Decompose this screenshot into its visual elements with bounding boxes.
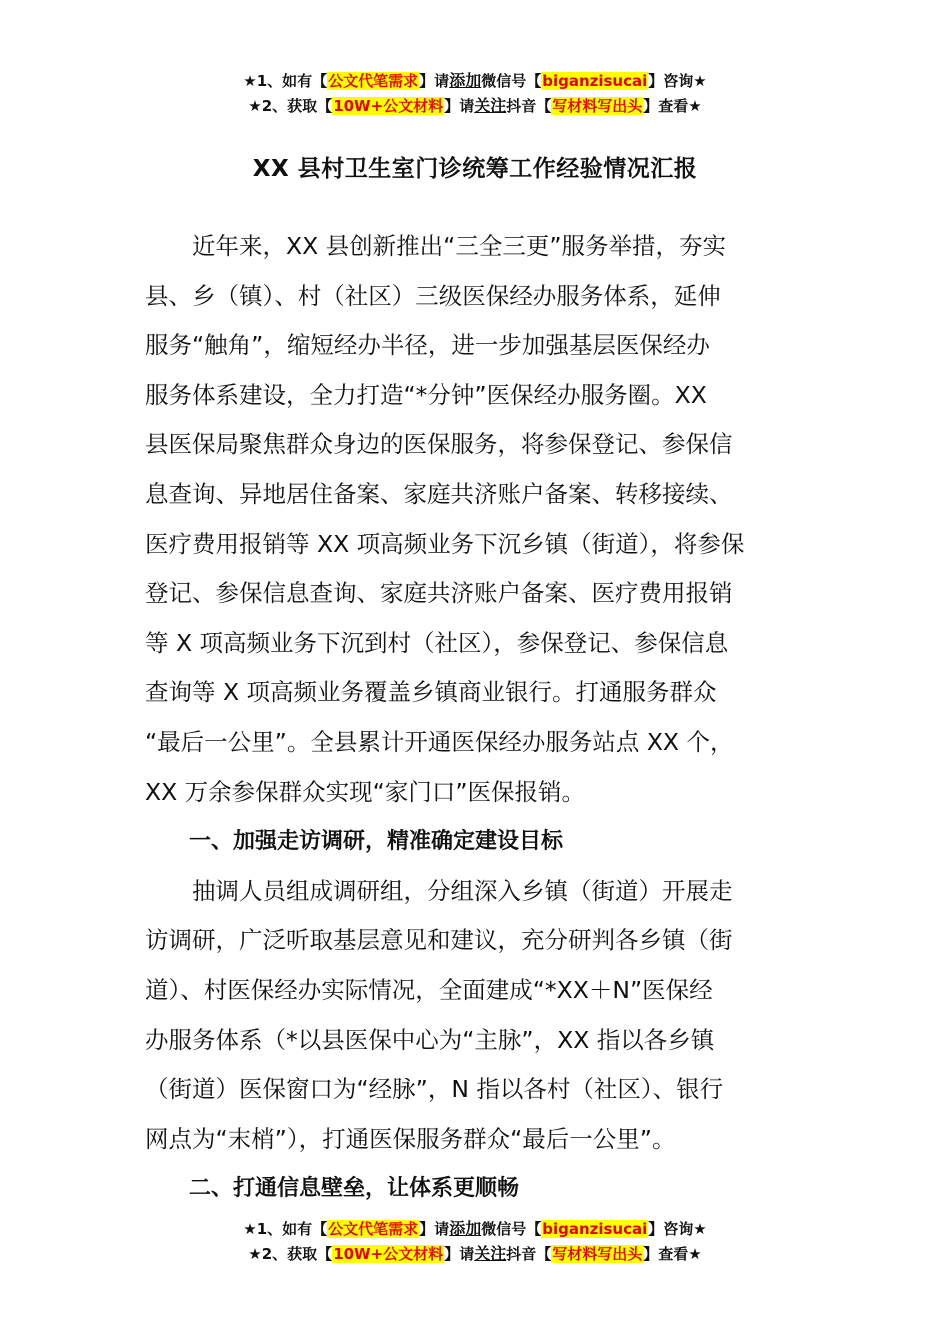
- promo-text: 微信号【: [481, 1220, 542, 1238]
- body-line: 抽调人员组成调研组，分组深入乡镇（街道）开展走: [145, 876, 733, 905]
- promo-highlight: biganzisucai: [542, 72, 648, 90]
- promo-line-2: [0, 95, 950, 120]
- promo-text: 】咨询★: [648, 1220, 707, 1238]
- promo-emphasis: 添加: [449, 1219, 482, 1238]
- promo-emphasis: 添加: [449, 71, 482, 90]
- body-line: “最后一公里”。全县累计开通医保经办服务站点 XX 个，: [145, 727, 734, 756]
- promo-text: 】请: [444, 1245, 475, 1263]
- top-promo-banner: [0, 70, 950, 120]
- body-line: 近年来，XX 县创新推出“三全三更”服务举措，夯实: [145, 232, 727, 260]
- promo-line-1: [0, 70, 950, 95]
- body-line: 网点为“末梢”），打通医保服务群众“最后一公里”。: [145, 1124, 676, 1153]
- promo-text: ★2、获取【: [248, 97, 333, 115]
- promo-highlight: 公文代笔需求: [328, 72, 419, 90]
- promo-emphasis: 关注: [474, 96, 507, 115]
- promo-text: ★2、获取【: [248, 1245, 333, 1263]
- promo-highlight: 10W+公文材料: [333, 97, 444, 115]
- promo-text: 】查看★: [643, 97, 702, 115]
- body-line: 服务体系建设，全力打造“*分钟”医保经办服务圈。XX: [145, 380, 707, 409]
- promo-emphasis: 关注: [474, 1244, 507, 1263]
- body-line: 息查询、异地居住备案、家庭共济账户备案、转移接续、: [145, 479, 733, 508]
- body-line: 县医保局聚焦群众身边的医保服务，将参保登记、参保信: [145, 430, 733, 459]
- body-line: 道）、村医保经办实际情况，全面建成“*XX＋N”医保经: [145, 975, 713, 1004]
- document-body: [145, 222, 825, 1214]
- promo-highlight: 10W+公文材料: [333, 1245, 444, 1263]
- body-line: 办服务体系（*以县医保中心为“主脉”，XX 指以各乡镇: [145, 1025, 715, 1054]
- section-heading-2: 二、打通信息壁垒，让体系更顺畅: [145, 1176, 520, 1202]
- promo-highlight: biganzisucai: [542, 1220, 648, 1238]
- document-title: XX 县村卫生室门诊统筹工作经验情况汇报: [252, 156, 698, 182]
- promo-text: 】查看★: [643, 1245, 702, 1263]
- promo-text: ★1、如有【: [243, 1220, 328, 1238]
- promo-text: 】请: [419, 1220, 450, 1238]
- promo-text: 微信号【: [481, 72, 542, 90]
- body-line: 县、乡（镇）、村（社区）三级医保经办服务体系，延伸: [145, 281, 721, 310]
- body-line: XX 万余参保群众实现“家门口”医保报销。: [145, 777, 586, 806]
- body-line: 登记、参保信息查询、家庭共济账户备案、医疗费用报销: [145, 579, 733, 608]
- body-line: 服务“触角”，缩短经办半径，进一步加强基层医保经办: [145, 331, 710, 360]
- promo-text: 抖音【: [506, 1245, 552, 1263]
- promo-line-1: [0, 1218, 950, 1243]
- body-line: 访调研，广泛听取基层意见和建议，充分研判各乡镇（街: [145, 926, 733, 955]
- body-line: 查询等 X 项高频业务覆盖乡镇商业银行。打通服务群众: [145, 678, 717, 707]
- body-line: 等 X 项高频业务下沉到村（社区），参保登记、参保信息: [145, 628, 729, 657]
- promo-text: 】请: [419, 72, 450, 90]
- promo-highlight: 公文代笔需求: [328, 1220, 419, 1238]
- promo-line-2: [0, 1243, 950, 1268]
- promo-highlight: 写材料写出头: [552, 97, 643, 115]
- promo-highlight: 写材料写出头: [552, 1245, 643, 1263]
- bottom-promo-banner: [0, 1218, 950, 1268]
- section-heading-1: 一、加强走访调研，精准确定建设目标: [145, 829, 564, 855]
- body-line: （街道）医保窗口为“经脉”，N 指以各村（社区）、银行: [145, 1075, 724, 1104]
- body-line: 医疗费用报销等 XX 项高频业务下沉乡镇（街道），将参保: [145, 529, 745, 558]
- promo-text: ★1、如有【: [243, 72, 328, 90]
- promo-text: 】请: [444, 97, 475, 115]
- promo-text: 抖音【: [506, 97, 552, 115]
- promo-text: 】咨询★: [648, 72, 707, 90]
